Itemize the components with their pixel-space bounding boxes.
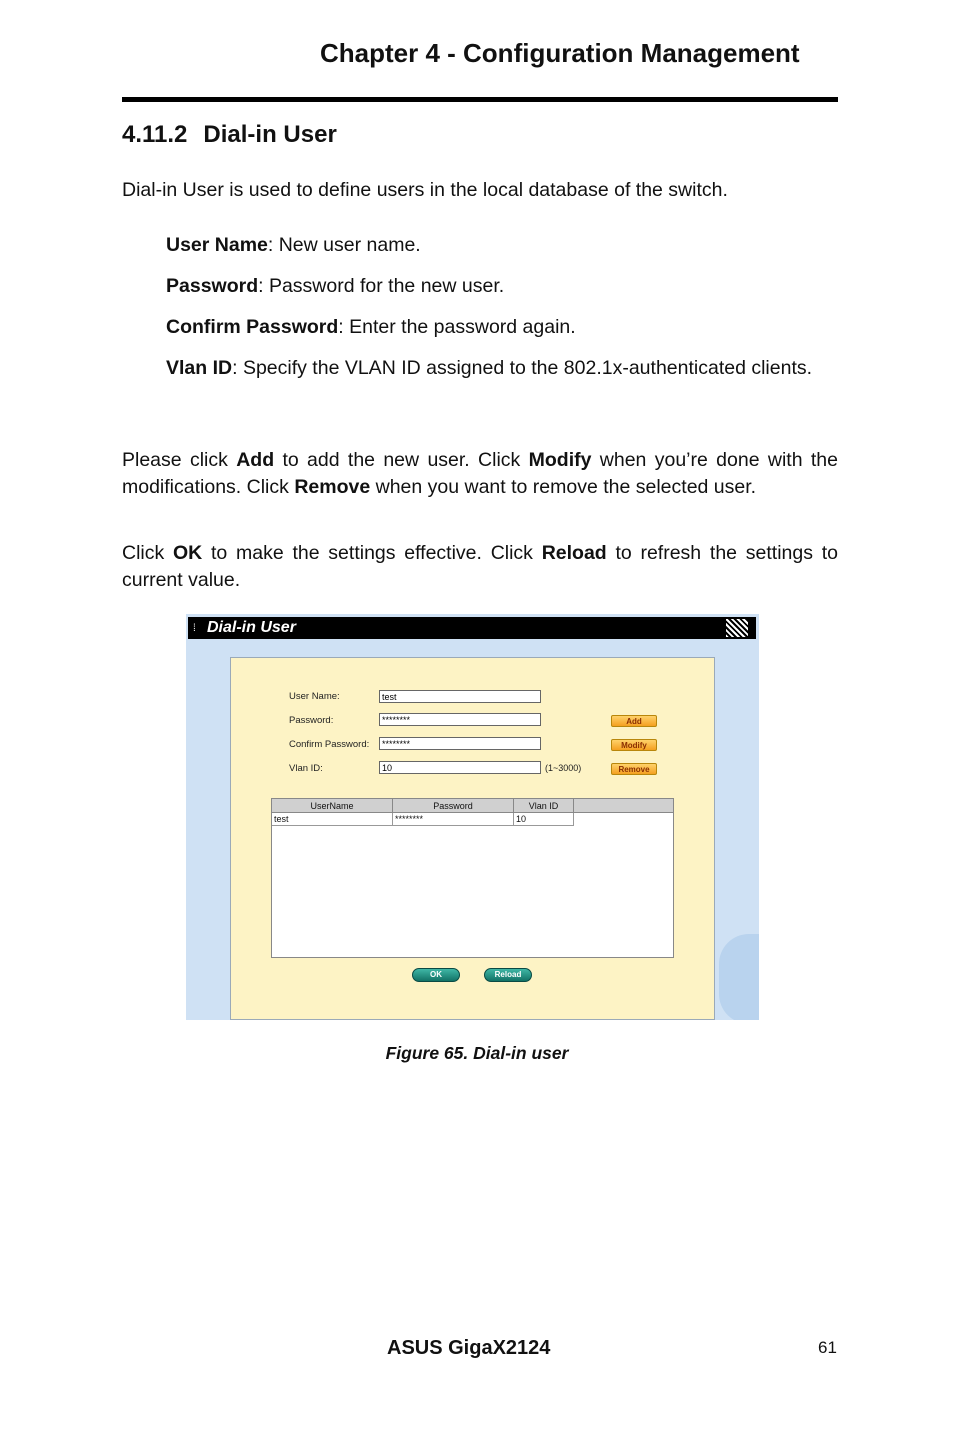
text-run: Click (122, 542, 173, 564)
section-number: 4.11.2 (122, 121, 188, 148)
column-header-vlan-id[interactable]: Vlan ID (514, 799, 574, 813)
bold-run: Reload (541, 542, 607, 564)
definition-term: Password (166, 275, 259, 297)
ok-button[interactable]: OK (412, 968, 460, 982)
definition-confirm-password (166, 314, 838, 341)
definition-user-name (166, 232, 838, 259)
vlan-range-hint: (1~3000) (545, 763, 582, 773)
figure-caption: Figure 65. Dial-in user (385, 1043, 569, 1063)
user-name-label: User Name: (289, 691, 340, 702)
vlan-id-label: Vlan ID: (289, 763, 323, 774)
form-panel (230, 657, 715, 1020)
section-heading (122, 121, 337, 149)
add-button[interactable]: Add (611, 715, 657, 727)
column-header-username[interactable]: UserName (272, 799, 393, 813)
screenshot-title: Dial-in User (207, 619, 296, 636)
buttons-paragraph (122, 447, 838, 501)
confirm-password-input[interactable]: ******** (379, 737, 541, 750)
definition-text: : Password for the new user. (258, 275, 505, 297)
column-header-filler (574, 799, 673, 813)
footer-product: ASUS GigaX2124 (387, 1337, 551, 1359)
definition-password (166, 273, 838, 300)
table-cell-vlan-id[interactable]: 10 (514, 813, 574, 826)
chapter-title: Chapter 4 - Configuration Management (320, 38, 800, 68)
bold-run: Remove (294, 476, 371, 498)
table-cell-password[interactable]: ******** (393, 813, 514, 826)
section-title: Dial-in User (203, 121, 337, 148)
definition-term: User Name (166, 234, 268, 256)
reload-button[interactable]: Reload (484, 968, 532, 982)
definition-term: Confirm Password (166, 316, 339, 338)
header-rule (122, 97, 838, 102)
text-run: to add the new user. Click (274, 449, 529, 471)
column-header-password[interactable]: Password (393, 799, 514, 813)
bullet-icon: ⁞ (193, 623, 196, 634)
bold-run: Add (236, 449, 275, 471)
definition-text: : New user name. (267, 234, 421, 256)
text-run: when you want to remove the selected user. (370, 476, 757, 498)
text-run: Please click (122, 449, 237, 471)
intro-text: Dial-in User is used to define users in the local database of the switch. (122, 179, 728, 201)
modify-button[interactable]: Modify (611, 739, 657, 751)
brand-logo-icon (726, 619, 748, 637)
text-run: to make the settings effective. Click (202, 542, 542, 564)
apply-paragraph (122, 540, 838, 594)
text-run: when you’re done with the modifications. Click (122, 449, 838, 498)
dial-in-user-screenshot (186, 614, 759, 1020)
password-input[interactable]: ******** (379, 713, 541, 726)
screenshot-title-bar (188, 617, 756, 639)
user-table (271, 798, 674, 958)
confirm-password-label: Confirm Password: (289, 739, 370, 750)
definition-list (166, 232, 838, 396)
definition-text: : Enter the password again. (338, 316, 576, 338)
background-decoration (719, 934, 759, 1020)
definition-text: : Specify the VLAN ID assigned to the 802.1x-authenticated clients. (232, 357, 813, 379)
user-name-input[interactable]: test (379, 690, 541, 703)
remove-button[interactable]: Remove (611, 763, 657, 775)
text-run: to refresh the settings to current value. (122, 542, 838, 591)
bold-run: Modify (528, 449, 592, 471)
page-number: 61 (818, 1338, 837, 1357)
password-label: Password: (289, 715, 334, 726)
bold-run: OK (173, 542, 203, 564)
definition-vlan-id (166, 355, 816, 382)
table-cell-username[interactable]: test (272, 813, 393, 826)
vlan-id-input[interactable]: 10 (379, 761, 541, 774)
definition-term: Vlan ID (166, 357, 233, 379)
